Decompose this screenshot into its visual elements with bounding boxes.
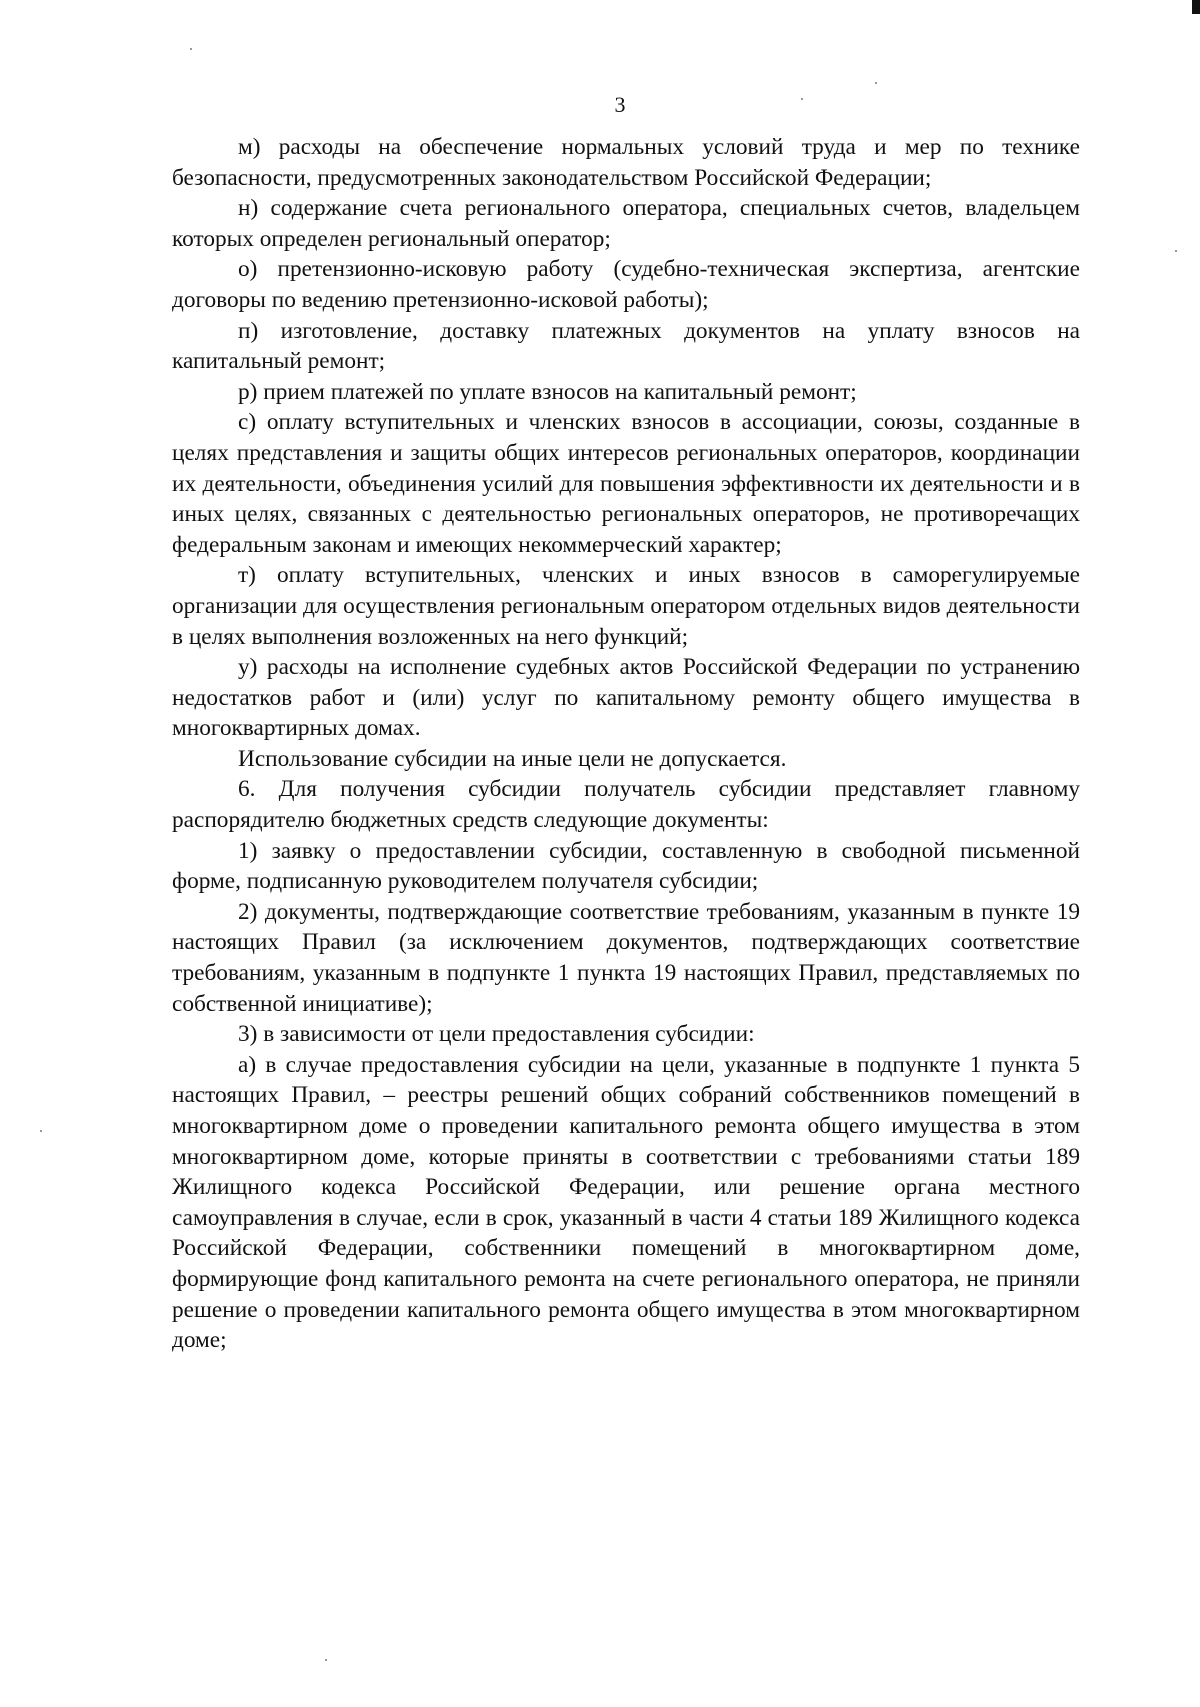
scan-speck: [40, 1130, 42, 1132]
scan-speck: [875, 82, 877, 84]
scan-speck: [1175, 250, 1177, 252]
paragraph-o: о) претензионно-исковую работу (судебно-техническая экспертиза, агентские договоры по ведению претензионно-исковой работы);: [172, 256, 1080, 313]
paragraph-p: п) изготовление, доставку платежных документов на уплату взносов на капитальный ремонт;: [172, 317, 1080, 375]
scan-speck: [190, 48, 192, 50]
paragraph-6-2: 2) документы, подтверждающие соответствие требованиям, указанным в пункте 19 настоящих Правил (за исключением документов, подтверждающих соответствие требованиям, указанным в подпункте 1 пункта 19 настоящих Правил, представляемых по собственной инициативе);: [172, 898, 1080, 1017]
paragraph-n: н) содержание счета регионального оператора, специальных счетов, владельцем которых определен региональный оператор;: [172, 195, 1080, 252]
page-number: 3: [614, 92, 626, 117]
paragraph-6: 6. Для получения субсидии получатель субсидии представляет главному распорядителю бюджетных средств следующие документы:: [172, 776, 1080, 834]
document-body: [172, 132, 1080, 1356]
paragraph-r: р) прием платежей по уплате взносов на капитальный ремонт;: [238, 378, 857, 405]
paragraph-s: с) оплату вступительных и членских взносов в ассоциации, союзы, созданные в целях представления и защиты общих интересов региональных операторов, координации их деятельности, объединения усилий для повышения эффективности их деятельности и в иных целях, связанных с деятельностью региональных операторов, не противоречащих федеральным законам и имеющих некоммерческий характер;: [172, 409, 1080, 558]
paragraph-m: м) расходы на обеспечение нормальных условий труда и мер по технике безопасности, предусмотренных законодательством Российской Федерации;: [172, 134, 1080, 191]
paragraph-u: у) расходы на исполнение судебных актов Российской Федерации по устранению недостатков работ и (или) услуг по капитальному ремонту общего имущества в многоквартирных домах.: [172, 654, 1080, 742]
scan-speck: [325, 1659, 327, 1661]
paragraph-6-3: 3) в зависимости от цели предоставления субсидии:: [238, 1021, 755, 1048]
paragraph-6-1: 1) заявку о предоставлении субсидии, составленную в свободной письменной форме, подписанную руководителем получателя субсидии;: [172, 837, 1080, 895]
scan-edge-mark: [1192, 0, 1200, 14]
paragraph-t: т) оплату вступительных, членских и иных взносов в саморегулируемые организации для осуществления региональным оператором отдельных видов деятельности в целях выполнения возложенных на него функций;: [172, 562, 1080, 650]
paragraph-subsidy-use: Использование субсидии на иные цели не допускается.: [238, 745, 787, 772]
paragraph-6-3-a: а) в случае предоставления субсидии на цели, указанные в подпункте 1 пункта 5 настоящих Правил, – реестры решений общих собраний собственников помещений в многоквартирном доме о проведении капитального ремонта общего имущества в этом многоквартирном доме, которые приняты в соответствии с требованиями статьи 189 Жилищного кодекса Российской Федерации, или решение органа местного самоуправления в случае, если в срок, указанный в части 4 статьи 189 Жилищного кодекса Российской Федерации, собственники помещений в многоквартирном доме, формирующие фонд капитального ремонта на счете регионального оператора, не приняли решение о проведении капитального ремонта общего имущества в этом многоквартирном доме;: [172, 1051, 1080, 1354]
